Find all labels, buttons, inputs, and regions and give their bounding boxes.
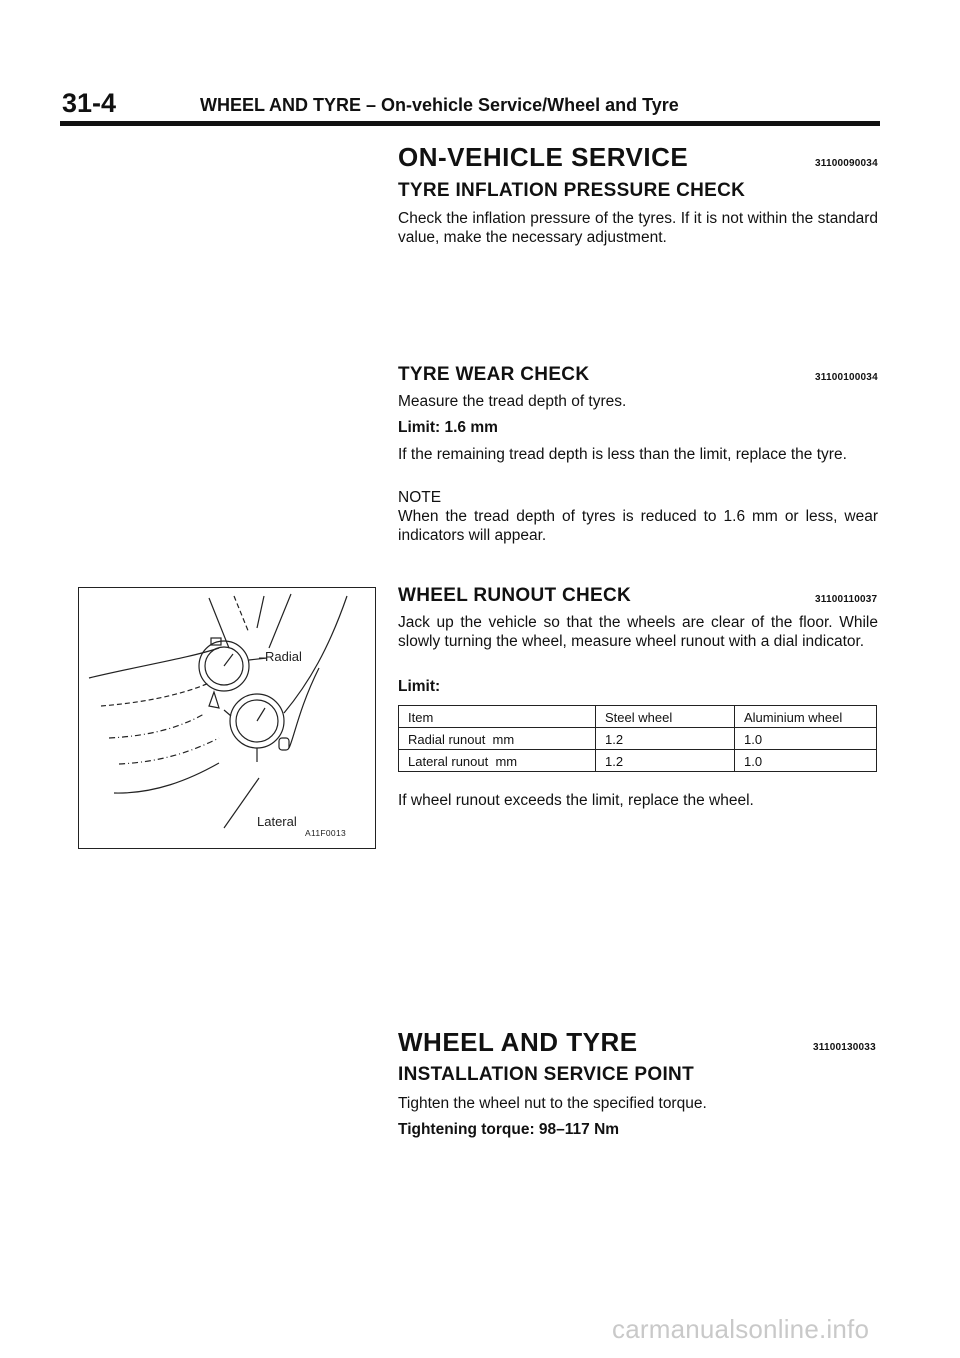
table-header-cell: Item <box>399 706 596 728</box>
header-rule <box>60 121 880 126</box>
table-header-cell: Aluminium wheel <box>735 706 877 728</box>
note-label: NOTE <box>398 489 442 506</box>
table-cell: 1.0 <box>735 750 877 772</box>
tyre-wear-code: 31100100034 <box>815 372 878 383</box>
runout-figure <box>78 587 376 849</box>
text-tyre-wear-measure: Measure the tread depth of tyres. <box>398 393 627 410</box>
runout-limit-table <box>398 705 877 772</box>
section-title-wheel-and-tyre: WHEEL AND TYRE <box>398 1027 638 1057</box>
wheel-runout-code: 31100110037 <box>815 594 878 605</box>
figure-code: A11F0013 <box>305 828 346 838</box>
text-tighten-wheel-nut: Tighten the wheel nut to the specified torque. <box>398 1095 707 1112</box>
text-tyre-inflation: Check the inflation pressure of the tyres. If it is not within the standard value, make the necessary adjustment. <box>398 210 878 246</box>
table-cell: 1.2 <box>596 728 735 750</box>
note-text: When the tread depth of tyres is reduced to 1.6 mm or less, wear indicators will appear. <box>398 508 878 544</box>
radial-label: Radial <box>265 649 302 664</box>
page-number: 31-4 <box>62 88 117 118</box>
tightening-torque: Tightening torque: 98–117 Nm <box>398 1121 620 1138</box>
text-runout-replace: If wheel runout exceeds the limit, replace the wheel. <box>398 792 754 809</box>
table-cell: 1.2 <box>596 750 735 772</box>
dial-indicator-illustration <box>79 588 377 850</box>
section-code: 31100090034 <box>815 158 878 169</box>
tyre-wear-limit: Limit: 1.6 mm <box>398 419 498 436</box>
table-header-cell: Steel wheel <box>596 706 735 728</box>
table-cell: Radial runout mm <box>399 728 596 750</box>
table-cell: 1.0 <box>735 728 877 750</box>
text-tyre-wear-replace: If the remaining tread depth is less than the limit, replace the tyre. <box>398 446 847 463</box>
table-row <box>399 728 877 750</box>
wheel-and-tyre-code: 31100130033 <box>813 1042 876 1053</box>
runout-limit-label: Limit: <box>398 678 441 695</box>
heading-tyre-wear: TYRE WEAR CHECK <box>398 364 590 385</box>
table-header-row <box>399 706 877 728</box>
table-row <box>399 750 877 772</box>
heading-tyre-inflation: TYRE INFLATION PRESSURE CHECK <box>398 180 746 201</box>
watermark: carmanualsonline.info <box>612 1314 870 1344</box>
lateral-label: Lateral <box>257 814 297 829</box>
heading-installation-service-point: INSTALLATION SERVICE POINT <box>398 1064 694 1085</box>
text-wheel-runout: Jack up the vehicle so that the wheels are clear of the floor. While slowly turning the wheel, measure wheel runout with a dial indicator. <box>398 614 878 650</box>
table-cell: Lateral runout mm <box>399 750 596 772</box>
heading-wheel-runout: WHEEL RUNOUT CHECK <box>398 585 632 606</box>
section-title-on-vehicle-service: ON-VEHICLE SERVICE <box>398 142 689 172</box>
page-header-title: WHEEL AND TYRE – On-vehicle Service/Wheel and Tyre <box>200 95 679 115</box>
